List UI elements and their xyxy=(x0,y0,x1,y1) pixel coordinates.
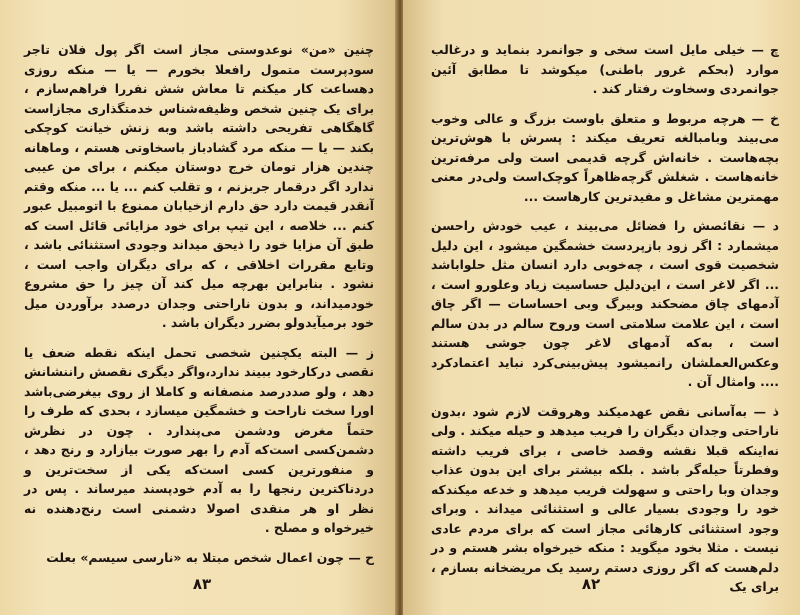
left-paragraph: چنین «من» نوعدوستی مجاز است اگر پول فلان تاجر سود‌پرست متمول رافعلا بخورم — یا — منکه روزی دهساعت کار میکنم تا معاش شش نفررا فراهم‌سازم ، برای یک چنین شخص وظیفه‌شناس خدمتگذاری مجازاست گاهگاهی تفریحی داشته باشد وبه زنش خیانت کوچکی بکند — یا — منکه مرد گشادباز باسخاوتی هستم ، وماهانه چندین هزار تومان خرج دوستان میکنم ، برای من عیبی ندارد اگر درقمار جربزنم ، و تقلب کنم ... یا ... منکه وقتم آنقدر قیمت دارد حق دارم ازخیابان ممنوع با اتومبیل عبور کنم ... خلاصه ، این تیپ برای خود مزایائی قائل است که طبق آن مزایا خود را ذیحق میداند وجودی استثنائی باشد ، وتابع مقررات اخلاقی ، که برای دیگران واجب است ، نشود . بنابراین بهرچه میل کند آن چیز را حق مشروع خودمیداند، و بدون ناراحتی وجدان درصدد برآوردن میل خود برمیآیدولو بضرر دیگران باشد . xyxy=(24,42,374,330)
right-page xyxy=(403,0,800,615)
left-paragraph: ز — البته یکچنین شخصی تحمل اینکه نقطه ضعف یا نقصی درکارخود ببیند ندارد،واگر دیگری نقصش راننشانش دهد ، ولو صددرصد منصفانه و کاملا از روی بیغرضی‌باشد اورا سخت ناراحت و خشمگین میسازد ، بحدی که طرف را حتماً مغرض ودشمن می‌پندارد . چون در نظرش دشمن‌کسی است‌که آدم را بهر صورت بیازارد و رنج دهد ، و منفورترین کسی است‌که یکی از سخت‌ترین و دردناکترین رنجها را به آدم خودپسند میرساند . پس در نظر او هر منقدی اصولا دشمنی است رنج‌دهنده نه خیرخواه و مصلح . xyxy=(24,344,374,535)
left-page xyxy=(0,0,397,615)
right-paragraph: خ — هرچه مربوط و متعلق باوست بزرگ و عالی وخوب می‌بیند وبامبالغه تعریف میکند : پسرش با هوش‌ترین بچه‌هاست . خانه‌اش گرچه قدیمی است ولی مرفه‌ترین خانه‌هاست . شغلش گرچه‌ظاهراً کوچک‌است ولی‌در معنی مهمترین مشاغل و مفیدترین کارهاست ... xyxy=(431,110,779,204)
page-number: ۸۲ xyxy=(581,575,601,593)
page-number: ۸۳ xyxy=(192,575,212,593)
right-paragraph: چ — خیلی مایل است سخی و جوانمرد بنماید و درغالب موارد (بحکم غرور باطنی) میکوشد تا مطابق آئین جوانمردی وسخاوت رفتار کند . xyxy=(431,42,779,96)
left-page-text xyxy=(24,40,374,567)
left-paragraph: ح — چون اعمال شخص مبتلا به «نارسی سیسم» بعلت xyxy=(46,549,374,565)
right-paragraph: د — نقائصش را فضائل می‌بیند ، عیب خودش راحسن میشمارد : اگر زود بازپردست خشمگین میشود ، این دلیل شخصیت قوی است ، چه‌خوبی دارد انسان مثل حلواباشد ... اگر لاغر است ، این‌دلیل حساسیت زیاد وعلورو است ، آدمهای چاق مضحکند وبیرگ وبی احساسات — اگر چاق است ، این علامت سلامتی است وروح سالم در بدن سالم است ، به‌که آدمهای لاغر چون جوشی هستند وعکس‌العملشان رانمیشود پیش‌بینی‌کرد نباید اعتمادکرد .... وامثال آن . xyxy=(431,218,779,389)
right-page-text xyxy=(431,40,779,597)
right-paragraph: ذ — به‌آسانی نقض عهدمیکند وهروقت لازم شود ،بدون ناراحتی وجدان دیگران را فریب میدهد و حیله میکند . ولی نه‌اینکه قبلا نقشه وقصد خاصی ، برای فریب داشته وفطرتاً حیله‌گر باشد . بلکه بیشتر برای این بدون عذاب وجدان وبا راحتی و سهولت فریب میدهد و خدعه میکندکه خود را وجودی بسیار عالی و استثنائی میداند . وبرای وجود استثنائی کارهائی مجاز است که برای مردم عادی نیست . مثلا بخود میگوید : منکه خیرخواه بشر هستم و در دلم‌هست که اگر روزی دستم رسید یک مریضخانه بسازم ، برای یک xyxy=(431,403,779,594)
